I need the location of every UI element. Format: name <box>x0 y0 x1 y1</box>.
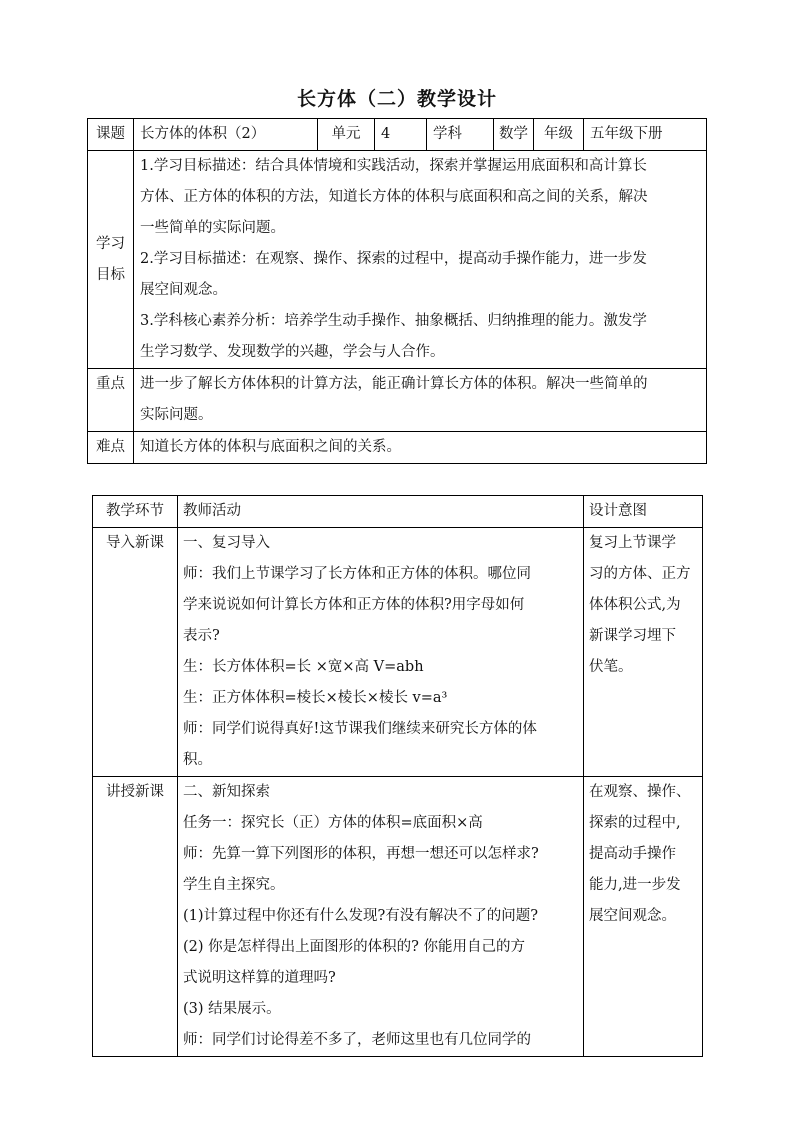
unit-label: 单元 <box>318 119 375 151</box>
stage-intro: 导入新课 <box>93 528 178 777</box>
subject-value: 数学 <box>494 119 534 151</box>
activity-intro: 一、复习导入 师：我们上节课学习了长方体和正方体的体积。哪位同 学来说说如何计算长方体和正方体的体积?用字母如何 表示? 生：长方体体积=长 ×宽×高 V=abh 生：正方体体积=棱长×棱长×棱长 v=a³ 师：同学们说得真好!这节课我们继续来研究长方体的体 积。 <box>178 528 584 777</box>
goals-label: 学习 目标 <box>88 151 134 369</box>
difficulty-text: 知道长方体的体积与底面积之间的关系。 <box>134 432 707 464</box>
page-title: 长方体（二）教学设计 <box>296 88 497 110</box>
subject-label: 学科 <box>427 119 494 151</box>
process-table <box>92 495 703 1057</box>
info-row-difficulty <box>88 432 707 464</box>
table-row <box>93 777 703 1057</box>
unit-value: 4 <box>375 119 427 151</box>
stage-new: 讲授新课 <box>93 777 178 1057</box>
goals-line: 生学习数学、发现数学的兴趣，学会与人合作。 <box>140 344 445 360</box>
topic-label: 课题 <box>88 119 134 151</box>
key-label: 重点 <box>88 369 134 432</box>
goals-line: 1.学习目标描述：结合具体情境和实践活动，探索并掌握运用底面积和高计算长 <box>140 158 647 174</box>
info-row-key <box>88 369 707 432</box>
goals-line: 方体、正方体的体积的方法，知道长方体的体积与底面积和高之间的关系，解决 <box>140 189 648 205</box>
key-text: 进一步了解长方体体积的计算方法，能正确计算长方体的体积。解决一些简单的 实际问题。 <box>134 369 707 432</box>
header-stage: 教学环节 <box>93 496 178 528</box>
goals-text <box>134 151 707 369</box>
info-row-goals <box>88 151 707 369</box>
grade-value: 五年级下册 <box>584 119 707 151</box>
info-row-basic <box>88 119 707 151</box>
topic-value: 长方体的体积（2） <box>134 119 318 151</box>
process-header-row <box>93 496 703 528</box>
header-teacher: 教师活动 <box>178 496 584 528</box>
goals-line: 展空间观念。 <box>140 282 227 298</box>
grade-label: 年级 <box>534 119 584 151</box>
activity-new: 二、新知探索 任务一：探究长（正）方体的体积=底面积×高 师：先算一算下列图形的体积，再想一想还可以怎样求? 学生自主探究。 (1)计算过程中你还有什么发现?有没有解决不了的问题? (2) 你是怎样得出上面图形的体积的? 你能用自己的方 式说明这样算的道理吗? (3) 结果展示。 师：同学们讨论得差不多了，老师这里也有几位同学的 <box>178 777 584 1057</box>
goals-line: 2.学习目标描述：在观察、操作、探索的过程中，提高动手操作能力，进一步发 <box>140 251 647 267</box>
table-row <box>93 528 703 777</box>
intent-intro: 复习上节课学 习的方体、正方 体体积公式,为 新课学习埋下 伏笔。 <box>584 528 703 777</box>
info-table <box>87 118 707 464</box>
header-intent: 设计意图 <box>584 496 703 528</box>
intent-new: 在观察、操作、 探索的过程中, 提高动手操作 能力,进一步发 展空间观念。 <box>584 777 703 1057</box>
difficulty-label: 难点 <box>88 432 134 464</box>
goals-line: 3.学科核心素养分析：培养学生动手操作、抽象概括、归纳推理的能力。激发学 <box>140 313 647 329</box>
goals-line: 一些简单的实际问题。 <box>140 220 285 236</box>
